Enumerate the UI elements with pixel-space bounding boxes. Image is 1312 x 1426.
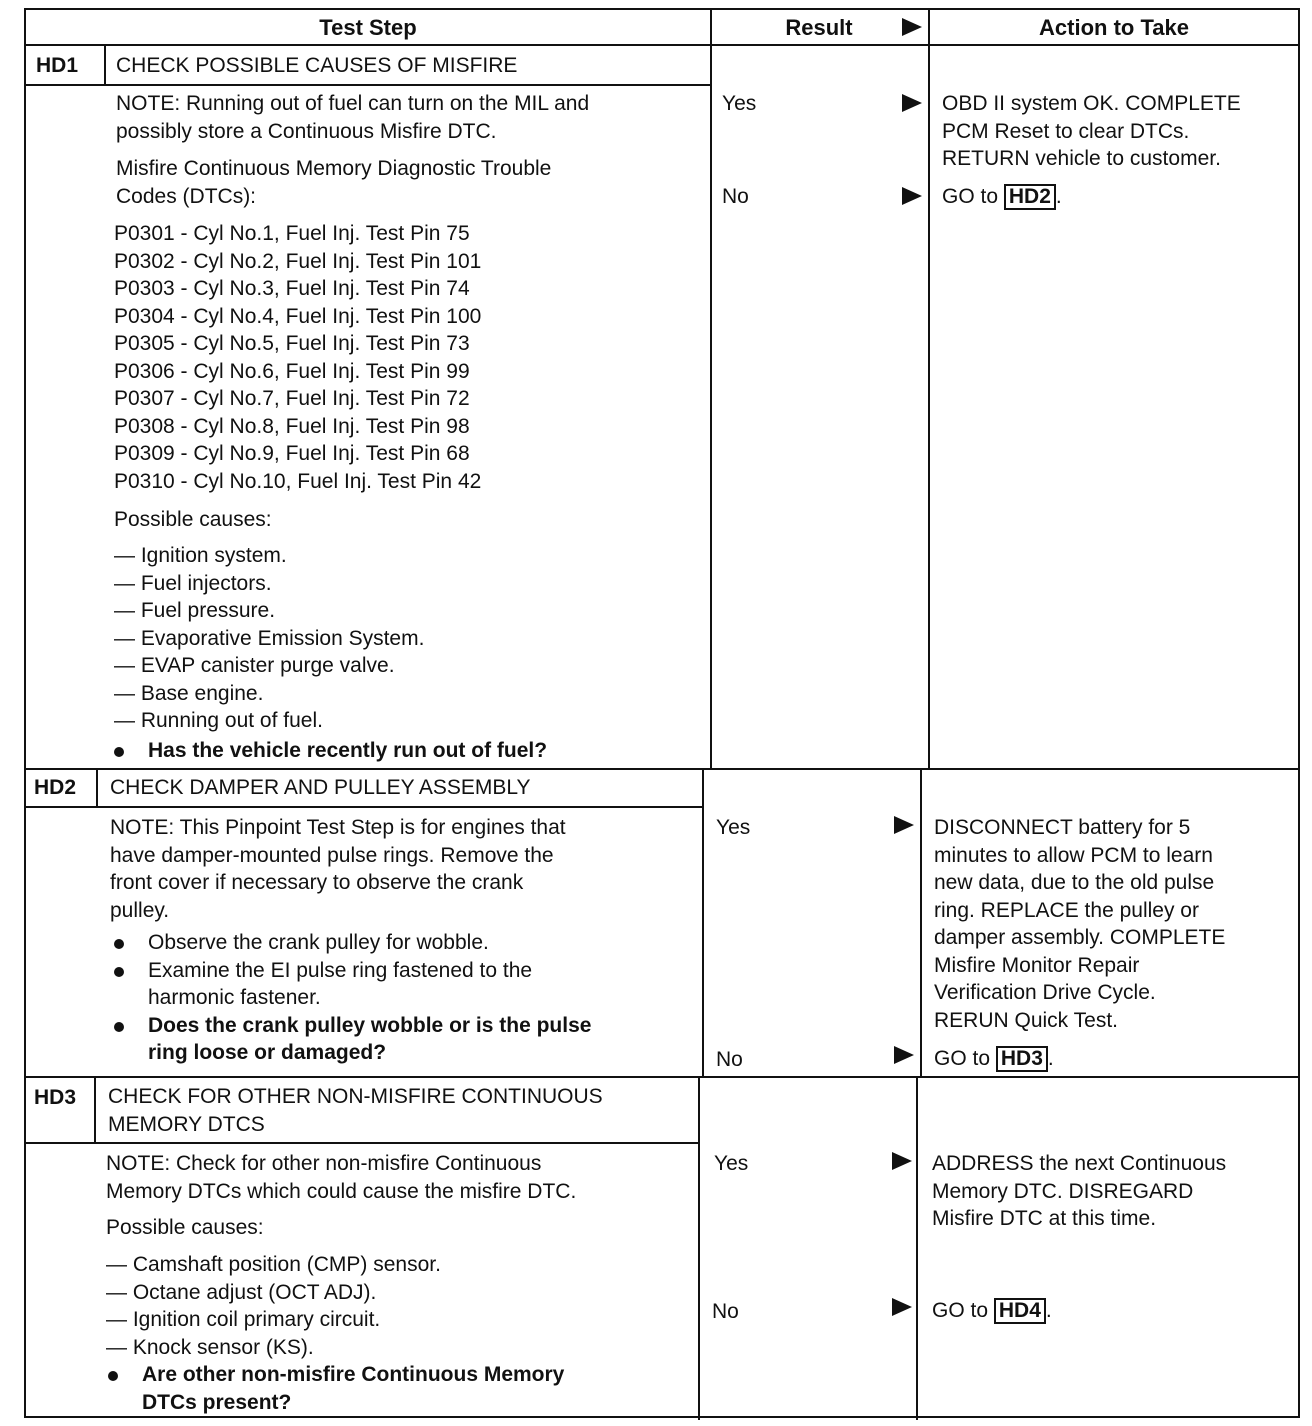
action-yes: DISCONNECT battery for 5 minutes to allow PCM to learn new data, due to the old pulse ring. REPLACE the pulley or damper assembly. COMPLETE Misfire Monitor Repair Verification Drive Cycle. RERUN Quick Test. (934, 816, 1226, 1032)
result-yes: Yes (722, 92, 757, 115)
cause-item: — Fuel pressure. (114, 599, 276, 622)
result-arrow-icon (902, 187, 922, 205)
check-item-continued: harmonic fastener. (148, 986, 321, 1009)
result-no: No (716, 1048, 743, 1071)
step-note: NOTE: This Pinpoint Test Step is for engines that have damper-mounted pulse rings. Remove the front cover if necessary to observe the crank pulley. (110, 816, 566, 922)
column-divider (698, 1076, 700, 1420)
check-item: Observe the crank pulley for wobble. (114, 929, 591, 957)
step-note: NOTE: Running out of fuel can turn on the MIL and possibly store a Continuous Misfire DTC. (116, 92, 590, 143)
cause-item: — Octane adjust (OCT ADJ). (106, 1280, 377, 1304)
step-reference-link[interactable]: HD4 (994, 1298, 1046, 1324)
column-divider (920, 768, 922, 1076)
column-divider (710, 10, 712, 768)
result-arrow-icon (894, 1046, 914, 1064)
step-question: Has the vehicle recently run out of fuel? (114, 737, 547, 765)
bullet-icon (114, 967, 124, 977)
dtc-code: P0305 - Cyl No.5, Fuel Inj. Test Pin 73 (114, 332, 470, 355)
dtc-code: P0307 - Cyl No.7, Fuel Inj. Test Pin 72 (114, 387, 470, 410)
step-reference-link[interactable]: HD2 (1004, 184, 1056, 210)
cause-item: — Ignition coil primary circuit. (106, 1308, 381, 1331)
step-note: NOTE: Check for other non-misfire Continuous Memory DTCs which could cause the misfire DTC. (106, 1152, 577, 1203)
dtc-code: P0310 - Cyl No.10, Fuel Inj. Test Pin 42 (114, 469, 482, 493)
action-no: GO to HD3 . (934, 1047, 1054, 1070)
action-yes: ADDRESS the next Continuous Memory DTC. DISREGARD Misfire DTC at this time. (932, 1152, 1227, 1230)
row-divider (26, 1076, 1300, 1078)
causes-heading: Possible causes: (114, 508, 272, 531)
step-id: HD2 (34, 776, 77, 799)
action-yes: OBD II system OK. COMPLETE PCM Reset to clear DTCs. RETURN vehicle to customer. (942, 92, 1241, 170)
cause-item: — Ignition system. (114, 544, 287, 567)
check-item: Examine the EI pulse ring fastened to the (114, 957, 591, 985)
column-divider (916, 1076, 918, 1420)
causes-heading: Possible causes: (106, 1216, 264, 1239)
cause-item: — Base engine. (114, 681, 264, 705)
step-question: Are other non-misfire Continuous Memory DTCs present? (108, 1361, 564, 1416)
step-id-divider (96, 768, 98, 806)
header-test-step: Test Step (26, 10, 710, 46)
step-title-divider (26, 84, 710, 86)
causes-list (106, 1251, 441, 1361)
result-no: No (712, 1300, 739, 1323)
step-title: CHECK POSSIBLE CAUSES OF MISFIRE (116, 54, 518, 77)
dtc-code: P0306 - Cyl No.6, Fuel Inj. Test Pin 99 (114, 359, 470, 383)
bullet-icon (114, 1022, 124, 1032)
dtc-code: P0302 - Cyl No.2, Fuel Inj. Test Pin 101 (114, 249, 482, 273)
codes-heading: Misfire Continuous Memory Diagnostic Trouble Codes (DTCs): (116, 157, 552, 208)
result-arrow-icon (892, 1152, 912, 1170)
header-action: Action to Take (928, 10, 1300, 46)
result-yes: Yes (716, 816, 751, 839)
result-arrow-icon (894, 816, 914, 834)
dtc-code: P0301 - Cyl No.1, Fuel Inj. Test Pin 75 (114, 222, 470, 245)
bullet-icon (114, 747, 124, 757)
header-result-arrow-icon (902, 18, 922, 36)
result-yes: Yes (714, 1152, 749, 1175)
bullet-icon (114, 939, 124, 949)
dtc-code: P0308 - Cyl No.8, Fuel Inj. Test Pin 98 (114, 414, 470, 438)
cause-item: — EVAP canister purge valve. (114, 654, 395, 677)
step-question: Does the crank pulley wobble or is the pulse (114, 1012, 591, 1040)
step-title: CHECK DAMPER AND PULLEY ASSEMBLY (110, 776, 531, 799)
result-no: No (722, 185, 749, 208)
diagnostic-table (24, 8, 1300, 1418)
check-list (114, 929, 591, 1067)
bullet-icon (108, 1371, 118, 1381)
causes-list (114, 542, 424, 735)
step-id-divider (104, 46, 106, 84)
step-id-divider (94, 1076, 96, 1142)
step-id: HD1 (36, 54, 79, 77)
cause-item: — Camshaft position (CMP) sensor. (106, 1253, 441, 1276)
dtc-code: P0304 - Cyl No.4, Fuel Inj. Test Pin 100 (114, 304, 482, 328)
step-title-divider (26, 1142, 698, 1144)
header-result: Result (710, 10, 928, 46)
column-divider (928, 10, 930, 768)
column-divider (702, 768, 704, 1076)
step-id: HD3 (34, 1086, 77, 1109)
row-divider (26, 768, 1300, 770)
step-title: CHECK FOR OTHER NON-MISFIRE CONTINUOUS MEMORY DTCS (108, 1085, 603, 1136)
dtc-code: P0309 - Cyl No.9, Fuel Inj. Test Pin 68 (114, 442, 470, 465)
result-arrow-icon (902, 94, 922, 112)
cause-item: — Knock sensor (KS). (106, 1335, 314, 1359)
step-title-divider (26, 806, 702, 808)
cause-item: — Evaporative Emission System. (114, 626, 425, 650)
dtc-code-list (114, 220, 481, 495)
dtc-code: P0303 - Cyl No.3, Fuel Inj. Test Pin 74 (114, 277, 470, 300)
action-no: GO to HD4 . (932, 1299, 1052, 1322)
action-no: GO to HD2 . (942, 185, 1062, 208)
cause-item: — Fuel injectors. (114, 571, 272, 595)
result-arrow-icon (892, 1298, 912, 1316)
step-question-continued: ring loose or damaged? (148, 1041, 387, 1064)
step-reference-link[interactable]: HD3 (996, 1046, 1048, 1072)
cause-item: — Running out of fuel. (114, 709, 323, 732)
